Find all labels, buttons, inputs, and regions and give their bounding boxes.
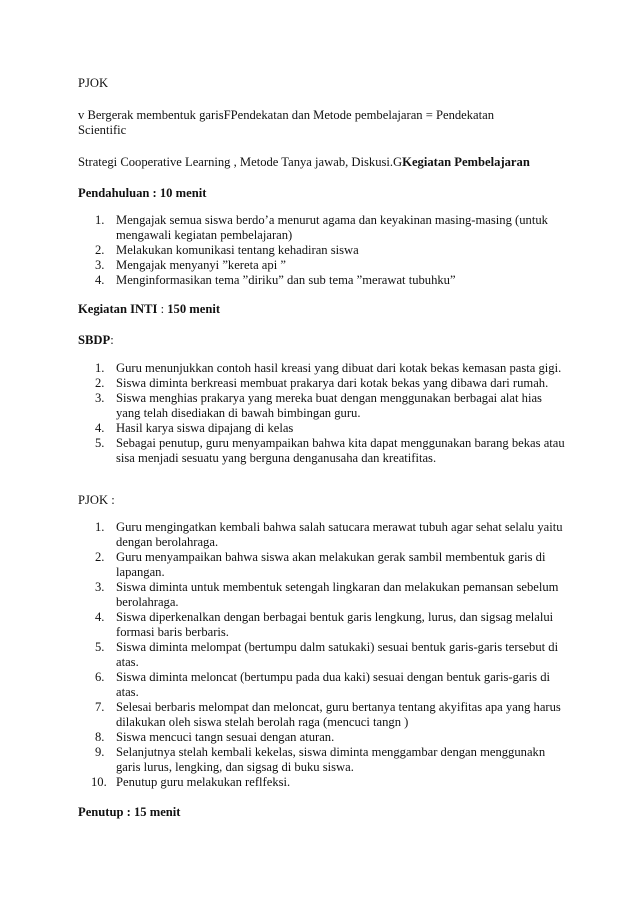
item-text: Siswa diminta meloncat (bertumpu pada dua kaki) sesuai dengan bentuk garis-garis di atas. [116, 670, 551, 699]
list-item [78, 243, 568, 258]
list-item [78, 670, 568, 700]
list-item [78, 391, 568, 421]
pjok-label: PJOK : [78, 493, 115, 507]
item-number: 4. [95, 421, 105, 435]
penutup-title: Penutup : 15 menit [78, 805, 181, 819]
item-text: Mengajak semua siswa berdo’a menurut agama dan keyakinan masing-masing (untuk mengawali kegiatan pembelajaran) [116, 213, 548, 242]
pendahuluan-title: Pendahuluan : 10 menit [78, 186, 207, 200]
item-number: 2. [95, 550, 105, 564]
item-number: 3. [95, 580, 105, 594]
list-item [78, 273, 568, 288]
inti-title-duration: 150 menit [167, 302, 221, 316]
pendahuluan-list [78, 213, 568, 288]
item-number: 1. [95, 213, 105, 227]
item-number: 7. [95, 700, 105, 714]
list-item [78, 361, 568, 376]
list-item [78, 700, 568, 730]
item-text: Siswa diminta untuk membentuk setengah lingkaran dan melakukan pemansan sebelum berolahraga. [116, 580, 559, 609]
item-number: 3. [95, 391, 105, 405]
inti-title-bold: Kegiatan INTI [78, 302, 158, 316]
item-number: 8. [95, 730, 105, 744]
item-text: Selanjutnya stelah kembali kekelas, siswa diminta menggambar dengan menggunakn garis lurus, lengking, dan sigsag di buku siswa. [116, 745, 546, 774]
item-number: 1. [95, 361, 105, 375]
item-text: Siswa diminta berkreasi membuat prakarya dari kotak bekas yang dibawa dari rumah. [116, 376, 549, 390]
item-text: Siswa mencuci tangn sesuai dengan aturan. [116, 730, 335, 744]
list-item [78, 640, 568, 670]
list-item [78, 258, 568, 273]
sbdp-label-text: SBDP [78, 333, 111, 347]
item-number: 6. [95, 670, 105, 684]
item-text: Hasil karya siswa dipajang di kelas [116, 421, 294, 435]
item-number: 2. [95, 376, 105, 390]
item-text: Menginformasikan tema ”diriku” dan sub tema ”merawat tubuhku” [116, 273, 456, 287]
list-item [78, 745, 568, 775]
inti-title [78, 302, 578, 317]
item-number: 10. [91, 775, 107, 789]
list-item [78, 421, 568, 436]
item-text: Siswa diperkenalkan dengan berbagai bentuk garis lengkung, lurus, dan sigsag melalui formasi baris berbaris. [116, 610, 554, 639]
list-item [78, 775, 568, 790]
pjok-list [78, 520, 568, 790]
sbdp-label [78, 333, 578, 348]
strategy-text: Strategi Cooperative Learning , Metode Tanya jawab, Diskusi.G [78, 155, 403, 169]
item-number: 5. [95, 436, 105, 450]
list-item [78, 213, 568, 243]
item-text: Sebagai penutup, guru menyampaikan bahwa kita dapat menggunakan barang bekas atau sisa menjadi sesuatu yang berguna denganusaha dan kreatifitas. [116, 436, 565, 465]
item-text: Siswa menghias prakarya yang mereka buat dengan menggunakan berbagai alat hias yang telah disediakan di bawah bimbingan guru. [116, 391, 542, 420]
item-number: 2. [95, 243, 105, 257]
list-item [78, 520, 568, 550]
list-item [78, 436, 568, 466]
item-text: Guru menyampaikan bahwa siswa akan melakukan gerak sambil membentuk garis di lapangan. [116, 550, 546, 579]
doc-heading: PJOK [78, 76, 109, 90]
item-text: Melakukan komunikasi tentang kehadiran siswa [116, 243, 359, 257]
item-number: 3. [95, 258, 105, 272]
item-number: 4. [95, 273, 105, 287]
item-number: 1. [95, 520, 105, 534]
inti-title-sep: : [157, 302, 168, 316]
item-text: Mengajak menyanyi ”kereta api ” [116, 258, 286, 272]
item-text: Guru menunjukkan contoh hasil kreasi yang dibuat dari kotak bekas kemasan pasta gigi. [116, 361, 562, 375]
strategy-bold: Kegiatan Pembelajaran [402, 155, 530, 169]
strategy-line [78, 155, 578, 170]
item-number: 5. [95, 640, 105, 654]
item-text: Penutup guru melakukan reflfeksi. [116, 775, 291, 789]
item-text: Selesai berbaris melompat dan meloncat, guru bertanya tentang akyifitas apa yang harus dilakukan oleh siswa stelah berolah raga (mencuci tangn ) [116, 700, 561, 729]
list-item [78, 550, 568, 580]
list-item [78, 730, 568, 745]
sbdp-colon: : [110, 333, 114, 347]
approach-line: v Bergerak membentuk garisFPendekatan dan Metode pembelajaran = Pendekatan Scientific [78, 108, 495, 137]
item-text: Guru mengingatkan kembali bahwa salah satucara merawat tubuh agar sehat selalu yaitu dengan berolahraga. [116, 520, 563, 549]
item-number: 4. [95, 610, 105, 624]
item-text: Siswa diminta melompat (bertumpu dalm satukaki) sesuai bentuk garis-garis tersebut di atas. [116, 640, 559, 669]
list-item [78, 580, 568, 610]
list-item [78, 610, 568, 640]
sbdp-list [78, 361, 568, 466]
item-number: 9. [95, 745, 105, 759]
list-item [78, 376, 568, 391]
